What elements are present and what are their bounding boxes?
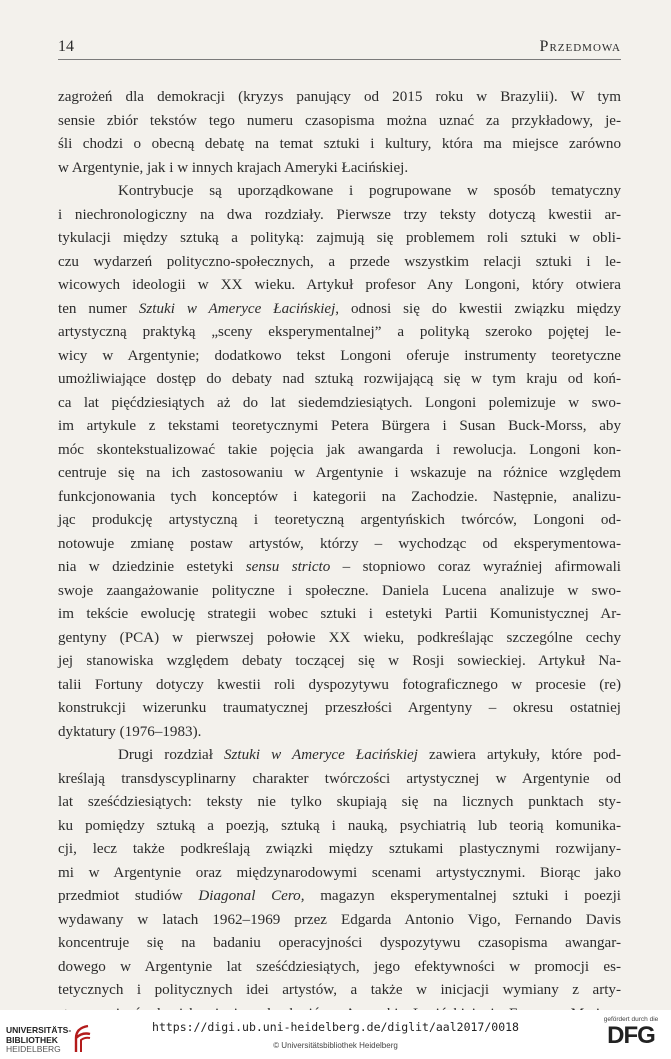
text-line: cji, lecz także podkreślają związki między sztukami plastycznymi rozwijany- xyxy=(58,841,621,857)
text-line: wicy w Argentynie; dodatkowo tekst Longoni oferuje instrumenty teoretyczne xyxy=(58,347,621,364)
text-line: jąc produkcję artystyczną i teoretyczną argentyńskich twórców, Longoni od- xyxy=(58,512,621,528)
text-line: sensie zbiór tekstów tego numeru czasopisma można uznać za przykładowy, je- xyxy=(58,112,621,129)
journal-title: Sztuki w Ameryce Łacińskiej xyxy=(224,747,418,763)
text-line: zagrożeń dla demokracji (kryzys panujący od 2015 roku w Brazylii). W tym xyxy=(58,89,621,105)
text-line: mi w Argentynie oraz międzynarodowymi scenami artystycznymi. Biorąc jako xyxy=(58,864,621,881)
text-line: wicowych ideologii w XX wieku. Artykuł profesor Any Longoni, który otwiera xyxy=(58,277,621,293)
text-line: tetycznych i politycznych idei artystów, a także w inicjacji wymiany z arty- xyxy=(58,982,621,998)
text-line: jej stanowiska względem debaty toczącej się w Rosji sowieckiej. Artykuł Na- xyxy=(58,653,621,669)
text-line: ca lat pięćdziesiątych aż do lat siedemdziesiątych. Longoni polemizuje w swo- xyxy=(58,394,621,411)
text-line: kreślają transdyscyplinarny charakter twórczości artystycznej w Argentynie od xyxy=(58,770,621,787)
text-line: dyktatury (1976–1983). xyxy=(58,723,202,740)
page-number: 14 xyxy=(58,38,74,55)
text-line: talii Fortuny dotyczy kwestii roli dyspozytywu fotograficznego w procesie (re) xyxy=(58,676,621,693)
text-line: i niechronologiczny na dwa rozdziały. Pierwsze trzy teksty dotyczą kwestii ar- xyxy=(58,206,621,223)
text-line: centruje się na ich zastosowaniu w Argentynie i wskazuje na różnice względem xyxy=(58,465,621,481)
text-line: ku pomiędzy sztuką a poezją, sztuką i nauką, psychiatrią lub teorią komunika- xyxy=(58,817,621,834)
text-line: artystyczną praktyką „sceny eksperymentalnej” a polityką szeroko pojętej le- xyxy=(58,324,621,340)
text-line: koncentruje się na badaniu operacyjności dyspozytywu czasopisma awangar- xyxy=(58,935,621,951)
copyright-notice: © Universitätsbibliothek Heidelberg xyxy=(273,1041,398,1050)
text-line: umożliwiające dostęp do debaty nad sztuką rozwijającą się w tym kraju od koń- xyxy=(58,371,621,387)
library-name: UNIVERSITÄTS- BIBLIOTHEK HEIDELBERG xyxy=(6,1025,72,1054)
dfg-wordmark: DFG xyxy=(607,1022,655,1049)
page-header xyxy=(58,34,621,60)
text-line: wydawany w latach 1962–1969 przez Edgarda Antonio Vigo, Fernando Davis xyxy=(58,911,621,928)
text-line: Drugi rozdział Sztuki w Ameryce Łacińskiej zawiera artykuły, które pod- xyxy=(118,747,621,763)
running-head: Przedmowa xyxy=(539,38,621,55)
text-line: konstrukcji wizerunku traumatycznej przeszłości Argentyny – okresu ostatniej xyxy=(58,700,621,716)
permalink-url[interactable]: https://digi.ub.uni-heidelberg.de/diglit/aal2017/0018 xyxy=(152,1020,519,1034)
journal-title: Sztuki w Ameryce Łacińskiej xyxy=(138,300,336,317)
text-line: móc skontekstualizować takie pojęcia jak awangarda i rewolucja. Longoni kon- xyxy=(58,441,621,458)
text-line: gentyny (PCA) w pierwszej połowie XX wieku, podkreślając szczególne cechy xyxy=(58,629,621,646)
text-line: dowego w Argentynie lat sześćdziesiątych, jego efektywności w promocji es- xyxy=(58,958,621,975)
text-line: tykulacji między sztuką a polityką: zajmują się problemem roli sztuki w obli- xyxy=(58,230,621,246)
text-line: ten numer Sztuki w Ameryce Łacińskiej, odnosi się do kwestii związku między xyxy=(58,300,621,317)
text-line: nia w dziedzinie estetyki sensu stricto – stopniowo coraz wyraźniej afirmowali xyxy=(58,559,621,575)
text-line: im artykule z tekstami teoretycznymi Petera Bürgera i Susan Buck-Morss, aby xyxy=(58,418,621,434)
funding-note: gefördert durch die xyxy=(603,1016,659,1023)
body-text xyxy=(58,86,621,1026)
italic-term: sensu stricto xyxy=(245,559,331,575)
text-line: śli chodzi o obecną debatę na temat sztuki i kultury, która ma miejsce zarówno xyxy=(58,136,621,152)
digitization-footer xyxy=(0,1010,671,1059)
text-line: funkcjonowania tych konceptów i kategorii na Zachodzie. Następnie, analizu- xyxy=(58,488,621,505)
text-line: przedmiot studiów Diagonal Cero, magazyn eksperymentalnej sztuki i poezji xyxy=(58,888,621,904)
text-line: w Argentynie, jak i w innych krajach Ameryki Łacińskiej. xyxy=(58,159,409,176)
dfg-logo[interactable] xyxy=(601,1016,661,1049)
text-line: lat sześćdziesiątych: teksty nie tylko skupiają się na licznych punktach sty- xyxy=(58,794,621,810)
magazine-title: Diagonal Cero, xyxy=(198,888,305,904)
text-line: swoje zaangażowanie polityczne i społeczne. Daniela Lucena analizuje w swo- xyxy=(58,582,621,599)
text-line: czu wydarzeń polityczno-społecznych, a przede wszystkim relacji sztuki i le- xyxy=(58,253,621,270)
text-line: notowuje zmianę postaw artystów, którzy – wychodząc od eksperymentowa- xyxy=(58,535,621,552)
text-line: im tekście ewolucję strategii wobec sztuki i estetyki Partii Komunistycznej Ar- xyxy=(58,606,621,622)
text-line: Kontrybucje są uporządkowane i pogrupowane w sposób tematyczny xyxy=(118,183,621,199)
